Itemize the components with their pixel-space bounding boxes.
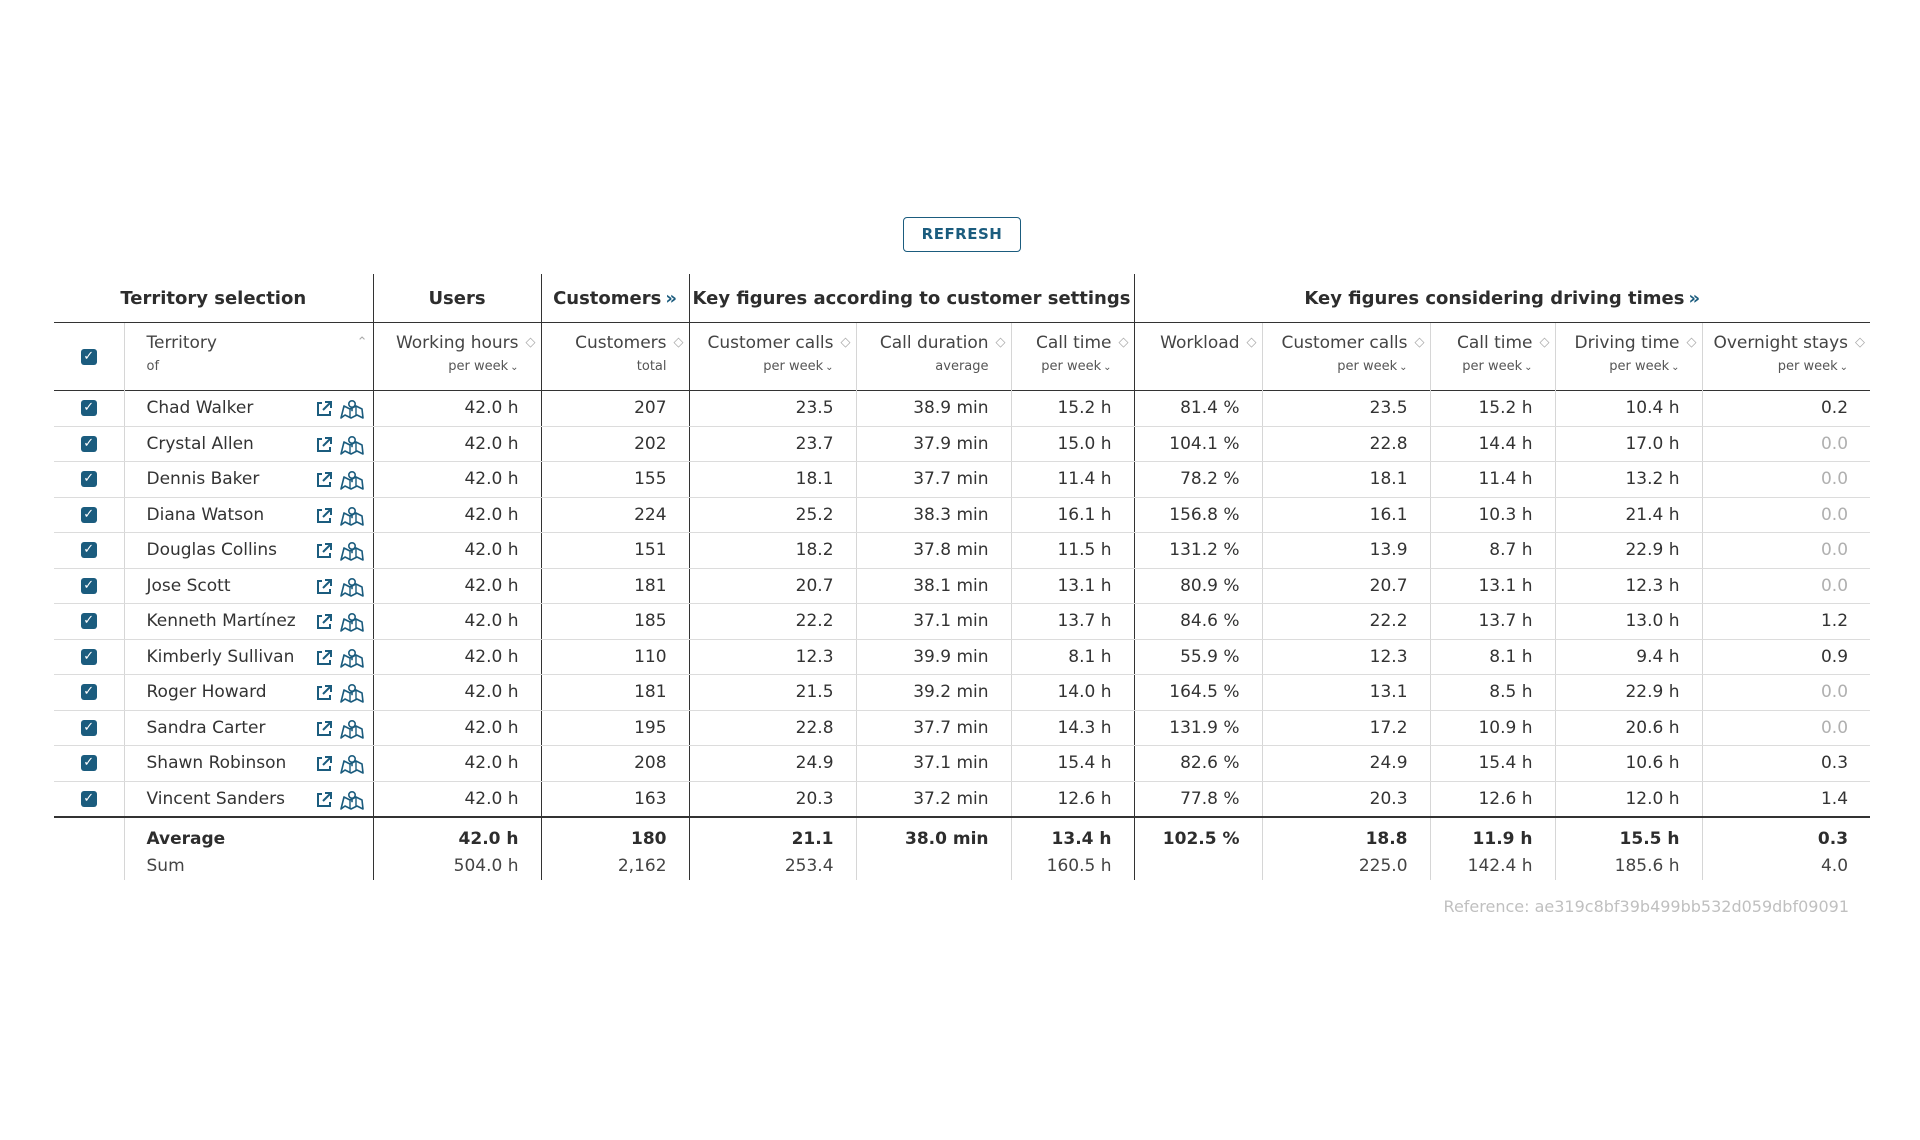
cell-working-hours: 42.0 h — [373, 675, 541, 711]
cell-driving-time: 12.3 h — [1555, 568, 1702, 604]
territory-table — [54, 274, 1870, 880]
row-checkbox[interactable]: ✓ — [81, 791, 97, 807]
cell-dt-customer-calls: 23.5 — [1262, 391, 1430, 427]
expand-chevron-icon[interactable]: » — [665, 287, 677, 309]
cell-working-hours: 42.0 h — [373, 391, 541, 427]
cell-call-time: 8.1 h — [1011, 639, 1134, 675]
cell-customers: 110 — [541, 639, 689, 675]
cell-workload: 55.9 % — [1134, 639, 1262, 675]
cell-overnight-stays: 1.4 — [1702, 781, 1870, 817]
cell-workload: 81.4 % — [1134, 391, 1262, 427]
cell-working-hours: 42.0 h — [373, 533, 541, 569]
col-customer-calls[interactable]: Customer calls per week ⌄ ◇ — [689, 323, 856, 391]
cell-dt-customer-calls: 22.2 — [1262, 604, 1430, 640]
cell-customers: 181 — [541, 675, 689, 711]
chevron-down-icon[interactable]: ⌄ — [1839, 362, 1849, 373]
col-driving-time[interactable]: Driving time per week ⌄ ◇ — [1555, 323, 1702, 391]
cell-customers: 207 — [541, 391, 689, 427]
cell-customer-calls: 21.5 — [689, 675, 856, 711]
chevron-down-icon[interactable]: ⌄ — [510, 362, 519, 373]
cell-dt-customer-calls: 13.1 — [1262, 675, 1430, 711]
group-header-row — [54, 274, 1870, 323]
cell-driving-time: 22.9 h — [1555, 675, 1702, 711]
cell-customer-calls: 20.7 — [689, 568, 856, 604]
sort-icon[interactable]: ◇ — [1118, 335, 1129, 350]
sort-icon[interactable]: ◇ — [525, 335, 536, 350]
cell-call-duration: 37.2 min — [856, 781, 1011, 817]
cell-workload: 131.2 % — [1134, 533, 1262, 569]
cell-working-hours: 42.0 h — [373, 568, 541, 604]
sort-icon[interactable]: ◇ — [1855, 335, 1866, 350]
cell-dt-customer-calls: 17.2 — [1262, 710, 1430, 746]
cell-call-time: 13.7 h — [1011, 604, 1134, 640]
col-dt-call-time[interactable]: Call time per week ⌄ ◇ — [1430, 323, 1555, 391]
cell-dt-customer-calls: 13.9 — [1262, 533, 1430, 569]
row-checkbox[interactable]: ✓ — [81, 578, 97, 594]
cell-driving-time: 10.4 h — [1555, 391, 1702, 427]
table-row[interactable] — [54, 568, 1870, 604]
expand-chevron-icon[interactable]: » — [1688, 287, 1701, 309]
cell-call-duration: 37.1 min — [856, 604, 1011, 640]
row-checkbox[interactable]: ✓ — [81, 436, 97, 452]
cell-customers: 181 — [541, 568, 689, 604]
cell-customers: 224 — [541, 497, 689, 533]
col-overnight-stays[interactable]: Overnight stays per week ⌄ ◇ — [1702, 323, 1870, 391]
cell-working-hours: 42.0 h — [373, 462, 541, 498]
map-icon[interactable] — [339, 718, 365, 740]
map-icon[interactable] — [339, 398, 365, 420]
group-driving-times[interactable]: Key figures considering driving times » — [1134, 274, 1870, 323]
cell-driving-time: 13.0 h — [1555, 604, 1702, 640]
table-row[interactable] — [54, 462, 1870, 498]
chevron-down-icon[interactable]: ⌄ — [825, 362, 834, 373]
open-external-icon[interactable] — [315, 578, 333, 596]
cell-call-duration: 39.9 min — [856, 639, 1011, 675]
col-workload[interactable]: Workload ◇ — [1134, 323, 1262, 391]
row-checkbox[interactable]: ✓ — [81, 649, 97, 665]
sort-icon[interactable]: ◇ — [1414, 335, 1425, 350]
cell-call-duration: 37.7 min — [856, 462, 1011, 498]
map-icon[interactable] — [339, 576, 365, 598]
cell-call-duration: 38.1 min — [856, 568, 1011, 604]
cell-customer-calls: 25.2 — [689, 497, 856, 533]
territory-name-cell — [124, 604, 373, 640]
cell-dt-customer-calls: 20.7 — [1262, 568, 1430, 604]
cell-driving-time: 17.0 h — [1555, 426, 1702, 462]
table-row[interactable] — [54, 391, 1870, 427]
territory-name[interactable]: Kimberly Sullivan — [146, 646, 295, 667]
sort-icon[interactable]: ◇ — [673, 335, 684, 350]
cell-workload: 164.5 % — [1134, 675, 1262, 711]
row-checkbox[interactable]: ✓ — [81, 400, 97, 416]
territory-name[interactable]: Dennis Baker — [146, 469, 260, 490]
cell-working-hours: 42.0 h — [373, 781, 541, 817]
chevron-down-icon[interactable]: ⌄ — [1671, 362, 1680, 373]
sort-icon[interactable]: ◇ — [1539, 335, 1550, 350]
chevron-down-icon[interactable]: ⌄ — [1399, 362, 1408, 373]
territory-name-cell — [124, 710, 373, 746]
territory-name[interactable]: Crystal Allen — [146, 433, 254, 454]
cell-call-time: 15.0 h — [1011, 426, 1134, 462]
cell-workload: 78.2 % — [1134, 462, 1262, 498]
open-external-icon[interactable] — [315, 542, 333, 560]
cell-workload: 84.6 % — [1134, 604, 1262, 640]
cell-customer-calls: 22.2 — [689, 604, 856, 640]
cell-overnight-stays: 0.0 — [1702, 710, 1870, 746]
cell-customer-calls: 22.8 — [689, 710, 856, 746]
territory-name[interactable]: Douglas Collins — [146, 540, 278, 561]
cell-call-duration: 38.3 min — [856, 497, 1011, 533]
cell-dt-call-time: 8.7 h — [1430, 533, 1555, 569]
cell-dt-call-time: 13.7 h — [1430, 604, 1555, 640]
cell-dt-call-time: 8.5 h — [1430, 675, 1555, 711]
cell-dt-call-time: 12.6 h — [1430, 781, 1555, 817]
cell-customer-calls: 20.3 — [689, 781, 856, 817]
table-row[interactable] — [54, 746, 1870, 782]
territory-name-cell — [124, 533, 373, 569]
cell-call-duration: 37.8 min — [856, 533, 1011, 569]
cell-call-time: 15.2 h — [1011, 391, 1134, 427]
cell-call-duration: 39.2 min — [856, 675, 1011, 711]
cell-dt-customer-calls: 12.3 — [1262, 639, 1430, 675]
territory-name[interactable]: Diana Watson — [146, 504, 265, 525]
average-row: Average 42.0 h 180 21.1 38.0 min 13.4 h 102.5 % 18.8 11.9 h 15.5 h 0.3 — [54, 817, 1870, 856]
sort-icon[interactable]: ◇ — [1686, 335, 1697, 350]
sort-asc-icon[interactable]: ⌃ — [356, 335, 368, 350]
cell-dt-call-time: 15.2 h — [1430, 391, 1555, 427]
col-call-time[interactable]: Call time per week ⌄ ◇ — [1011, 323, 1134, 391]
open-external-icon[interactable] — [315, 791, 333, 809]
select-all-cell — [54, 323, 124, 391]
cell-driving-time: 12.0 h — [1555, 781, 1702, 817]
cell-dt-call-time: 14.4 h — [1430, 426, 1555, 462]
cell-dt-customer-calls: 24.9 — [1262, 746, 1430, 782]
table-row[interactable] — [54, 781, 1870, 817]
cell-working-hours: 42.0 h — [373, 639, 541, 675]
cell-customer-calls: 18.1 — [689, 462, 856, 498]
table-row[interactable] — [54, 639, 1870, 675]
cell-call-duration: 37.7 min — [856, 710, 1011, 746]
map-icon[interactable] — [339, 789, 365, 811]
cell-dt-call-time: 13.1 h — [1430, 568, 1555, 604]
col-territory[interactable]: Territory of ⌃ — [124, 323, 373, 391]
cell-call-time: 14.0 h — [1011, 675, 1134, 711]
row-checkbox[interactable]: ✓ — [81, 755, 97, 771]
open-external-icon[interactable] — [315, 613, 333, 631]
open-external-icon[interactable] — [315, 720, 333, 738]
cell-dt-call-time: 8.1 h — [1430, 639, 1555, 675]
group-customer-settings: Key figures according to customer settings — [689, 274, 1134, 323]
row-checkbox[interactable]: ✓ — [81, 471, 97, 487]
cell-workload: 77.8 % — [1134, 781, 1262, 817]
cell-call-time: 13.1 h — [1011, 568, 1134, 604]
row-checkbox[interactable]: ✓ — [81, 720, 97, 736]
table-row[interactable] — [54, 426, 1870, 462]
group-users: Users — [373, 274, 541, 323]
cell-overnight-stays: 0.0 — [1702, 462, 1870, 498]
open-external-icon[interactable] — [315, 684, 333, 702]
row-checkbox[interactable]: ✓ — [81, 542, 97, 558]
col-customers[interactable]: Customers total ◇ — [541, 323, 689, 391]
select-all-checkbox[interactable]: ✓ — [81, 349, 97, 365]
territory-name-cell — [124, 462, 373, 498]
column-header-row — [54, 323, 1870, 391]
cell-overnight-stays: 0.3 — [1702, 746, 1870, 782]
cell-customers: 185 — [541, 604, 689, 640]
group-customers[interactable]: Customers » — [541, 274, 689, 323]
territory-name-cell — [124, 426, 373, 462]
col-dt-customer-calls[interactable]: Customer calls per week ⌄ ◇ — [1262, 323, 1430, 391]
cell-driving-time: 13.2 h — [1555, 462, 1702, 498]
cell-customer-calls: 12.3 — [689, 639, 856, 675]
col-working-hours[interactable]: Working hours per week ⌄ ◇ — [373, 323, 541, 391]
cell-customers: 208 — [541, 746, 689, 782]
cell-workload: 131.9 % — [1134, 710, 1262, 746]
cell-call-time: 15.4 h — [1011, 746, 1134, 782]
chevron-down-icon[interactable]: ⌄ — [1524, 362, 1533, 373]
cell-dt-call-time: 11.4 h — [1430, 462, 1555, 498]
map-icon[interactable] — [339, 434, 365, 456]
territory-name-cell — [124, 675, 373, 711]
cell-overnight-stays: 0.0 — [1702, 497, 1870, 533]
table-footer — [54, 817, 1870, 880]
cell-customers: 202 — [541, 426, 689, 462]
territory-name-cell — [124, 568, 373, 604]
cell-customers: 195 — [541, 710, 689, 746]
cell-call-time: 16.1 h — [1011, 497, 1134, 533]
chevron-down-icon[interactable]: ⌄ — [1103, 362, 1112, 373]
cell-call-time: 11.5 h — [1011, 533, 1134, 569]
cell-workload: 82.6 % — [1134, 746, 1262, 782]
cell-dt-customer-calls: 16.1 — [1262, 497, 1430, 533]
cell-driving-time: 10.6 h — [1555, 746, 1702, 782]
sort-icon[interactable]: ◇ — [1246, 335, 1257, 350]
cell-working-hours: 42.0 h — [373, 426, 541, 462]
open-external-icon[interactable] — [315, 436, 333, 454]
cell-dt-call-time: 10.3 h — [1430, 497, 1555, 533]
cell-call-time: 11.4 h — [1011, 462, 1134, 498]
row-checkbox[interactable]: ✓ — [81, 613, 97, 629]
territory-name-cell — [124, 639, 373, 675]
cell-overnight-stays: 0.0 — [1702, 568, 1870, 604]
group-territory-selection: Territory selection — [120, 287, 307, 309]
cell-call-duration: 37.1 min — [856, 746, 1011, 782]
cell-overnight-stays: 0.0 — [1702, 426, 1870, 462]
table-body — [54, 391, 1870, 818]
refresh-wrap — [0, 217, 1920, 252]
cell-customer-calls: 23.7 — [689, 426, 856, 462]
open-external-icon[interactable] — [315, 400, 333, 418]
cell-working-hours: 42.0 h — [373, 604, 541, 640]
sort-icon[interactable]: ◇ — [840, 335, 851, 350]
cell-working-hours: 42.0 h — [373, 710, 541, 746]
cell-working-hours: 42.0 h — [373, 497, 541, 533]
cell-workload: 156.8 % — [1134, 497, 1262, 533]
territory-name-cell — [124, 781, 373, 817]
territory-name-cell — [124, 746, 373, 782]
row-checkbox[interactable]: ✓ — [81, 507, 97, 523]
territory-name[interactable]: Jose Scott — [146, 575, 231, 596]
cell-customer-calls: 18.2 — [689, 533, 856, 569]
table-row[interactable] — [54, 710, 1870, 746]
open-external-icon[interactable] — [315, 649, 333, 667]
open-external-icon[interactable] — [315, 507, 333, 525]
cell-call-time: 14.3 h — [1011, 710, 1134, 746]
cell-call-time: 12.6 h — [1011, 781, 1134, 817]
table-row[interactable] — [54, 497, 1870, 533]
territory-name-cell — [124, 391, 373, 427]
cell-workload: 104.1 % — [1134, 426, 1262, 462]
territory-name[interactable]: Vincent Sanders — [146, 788, 285, 809]
cell-customers: 155 — [541, 462, 689, 498]
map-icon[interactable] — [339, 540, 365, 562]
map-icon[interactable] — [339, 505, 365, 527]
cell-overnight-stays: 0.9 — [1702, 639, 1870, 675]
refresh-button[interactable]: REFRESH — [903, 217, 1021, 252]
cell-dt-customer-calls: 20.3 — [1262, 781, 1430, 817]
cell-driving-time: 22.9 h — [1555, 533, 1702, 569]
territory-name[interactable]: Sandra Carter — [146, 717, 266, 738]
open-external-icon[interactable] — [315, 471, 333, 489]
map-icon[interactable] — [339, 647, 365, 669]
map-icon[interactable] — [339, 682, 365, 704]
cell-working-hours: 42.0 h — [373, 746, 541, 782]
sum-row: Sum 504.0 h 2,162 253.4 160.5 h 225.0 142.4 h 185.6 h 4.0 — [54, 856, 1870, 880]
cell-overnight-stays: 1.2 — [1702, 604, 1870, 640]
cell-customers: 163 — [541, 781, 689, 817]
row-checkbox[interactable]: ✓ — [81, 684, 97, 700]
open-external-icon[interactable] — [315, 755, 333, 773]
map-icon[interactable] — [339, 611, 365, 633]
territory-name[interactable]: Kenneth Martínez — [146, 611, 296, 632]
cell-customer-calls: 24.9 — [689, 746, 856, 782]
cell-driving-time: 9.4 h — [1555, 639, 1702, 675]
territory-name-cell — [124, 497, 373, 533]
cell-dt-call-time: 10.9 h — [1430, 710, 1555, 746]
cell-overnight-stays: 0.0 — [1702, 533, 1870, 569]
cell-dt-customer-calls: 22.8 — [1262, 426, 1430, 462]
sort-icon[interactable]: ◇ — [995, 335, 1006, 350]
table-row[interactable] — [54, 533, 1870, 569]
cell-customer-calls: 23.5 — [689, 391, 856, 427]
territory-name[interactable]: Shawn Robinson — [146, 753, 287, 774]
territory-name[interactable]: Chad Walker — [146, 398, 254, 419]
cell-dt-call-time: 15.4 h — [1430, 746, 1555, 782]
map-icon[interactable] — [339, 469, 365, 491]
cell-dt-customer-calls: 18.1 — [1262, 462, 1430, 498]
col-call-duration[interactable]: Call duration average ◇ — [856, 323, 1011, 391]
cell-workload: 80.9 % — [1134, 568, 1262, 604]
cell-driving-time: 21.4 h — [1555, 497, 1702, 533]
reference-text: Reference: ae319c8bf39b499bb532d059dbf09091 — [1443, 897, 1849, 916]
map-icon[interactable] — [339, 753, 365, 775]
cell-call-duration: 38.9 min — [856, 391, 1011, 427]
cell-driving-time: 20.6 h — [1555, 710, 1702, 746]
cell-customers: 151 — [541, 533, 689, 569]
table-row[interactable] — [54, 675, 1870, 711]
cell-call-duration: 37.9 min — [856, 426, 1011, 462]
table-row[interactable] — [54, 604, 1870, 640]
cell-overnight-stays: 0.2 — [1702, 391, 1870, 427]
cell-overnight-stays: 0.0 — [1702, 675, 1870, 711]
territory-name[interactable]: Roger Howard — [146, 682, 267, 703]
